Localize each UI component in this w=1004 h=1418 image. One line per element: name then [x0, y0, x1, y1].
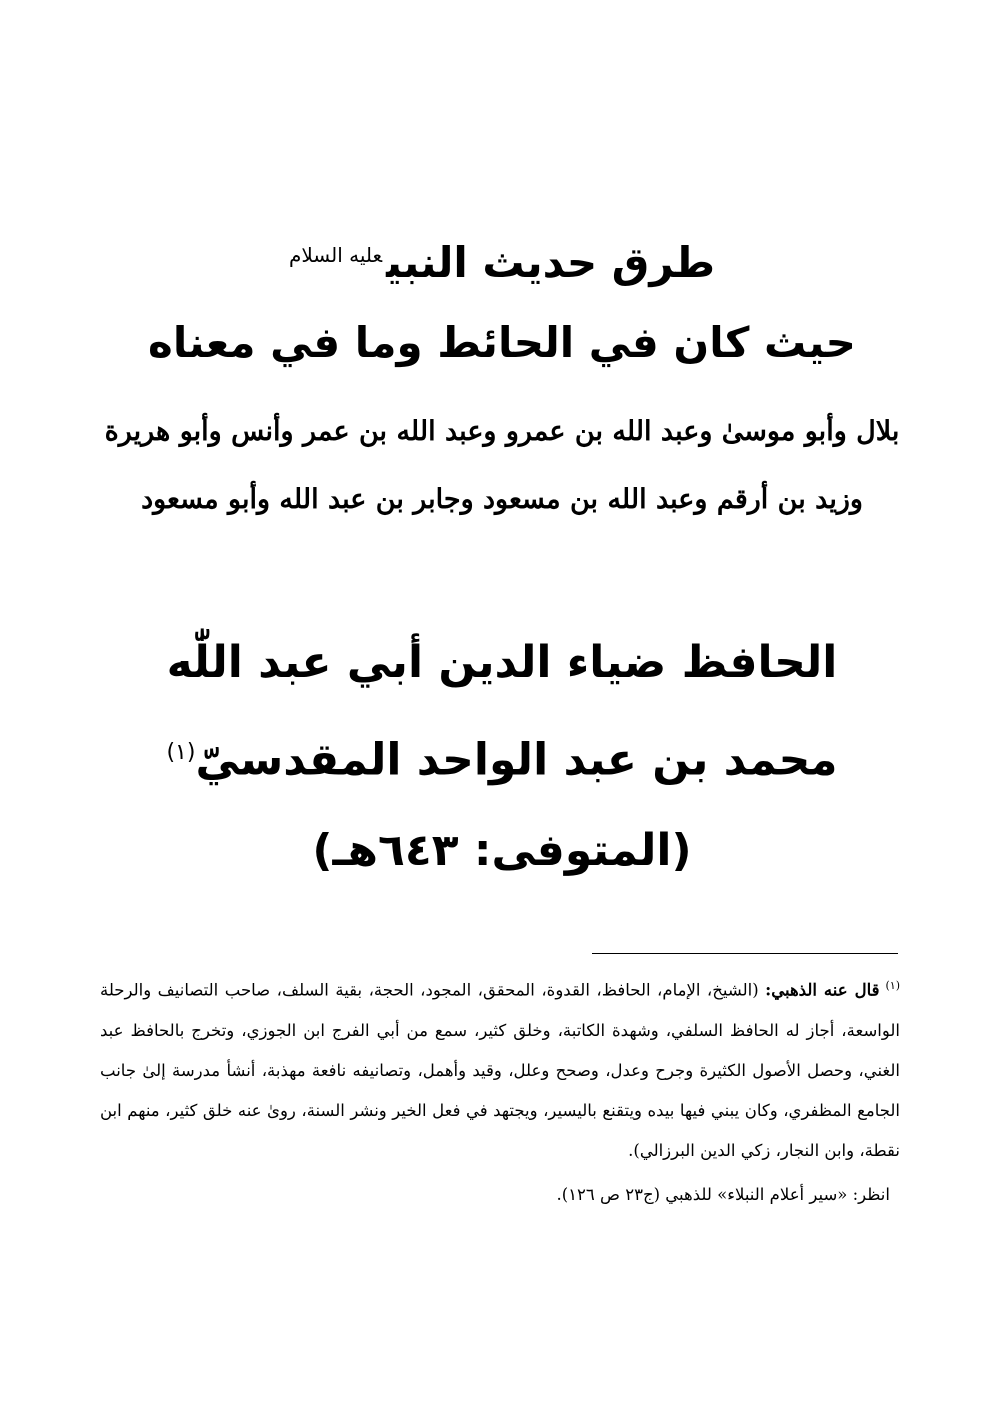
author-line-1: الحافظ ضياء الدين أبي عبد اللّٰه — [166, 637, 838, 688]
companions-line-1: بلال وأبو موسىٰ وعبد الله بن عمرو وعبد الله بن عمر وأنس وأبو هريرة — [104, 416, 900, 447]
footnote-mark: (١) — [885, 979, 901, 992]
companions-list — [80, 398, 924, 534]
footnote — [100, 966, 900, 1215]
footnote-lead: قال عنه الذهبي: — [765, 980, 880, 1000]
book-title — [80, 226, 924, 372]
honorific-mark: عليه السلام — [288, 243, 383, 267]
title-line-2: حيث كان في الحائط وما في معناه — [148, 318, 856, 367]
author-name: محمد بن عبد الواحد المقدسيّ — [195, 734, 838, 786]
footnote-body: (الشيخ، الإمام، الحافظ، القدوة، المحقق، المجود، الحجة، بقية السلف، صاحب التصانيف والرحلة الواسعة، أجاز له الحافظ السلفي، وشهدة الكاتبة، وخلق كثير، سمع من أبي الفرج ابن الجوزي، وتخرج بالحافظ عبد الغني، وحصل الأصول الكثيرة وجرح وعدل، وصحح وعلل، وقيد وأهمل، وتصانيفه نافعة مهذبة، أنشأ مدرسة إلىٰ جانب الجامع المظفري، وكان يبني فيها بيده ويتقنع باليسير، ويجتهد في فعل الخير ونشر السنة، روىٰ عنه خلق كثير، منهم ابن نقطة، وابن النجار، زكي الدين البرزالي). — [100, 980, 900, 1160]
companions-line-2: وزيد بن أرقم وعبد الله بن مسعود وجابر بن عبد الله وأبو مسعود — [141, 484, 863, 515]
author-footnote-mark: (١) — [166, 740, 196, 765]
footnote-divider — [592, 953, 898, 954]
title-line-1: طرق حديث النبي — [386, 238, 716, 287]
author-death-date: (المتوفى: ٦٤٣هـ) — [312, 824, 692, 876]
footnote-reference: انظر: «سير أعلام النبلاء» للذهبي (ج٢٣ ص ١٢٦). — [556, 1184, 890, 1204]
author-line-2 — [80, 708, 924, 806]
author-block — [80, 618, 924, 896]
